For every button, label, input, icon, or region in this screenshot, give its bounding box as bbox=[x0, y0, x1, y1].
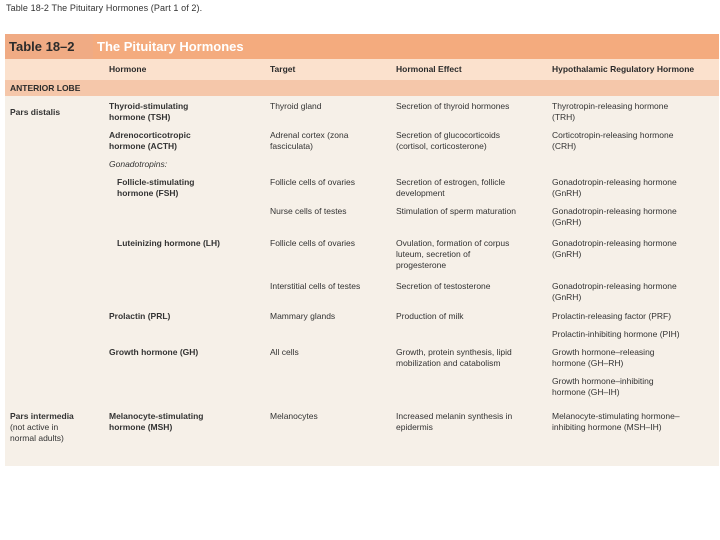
lh-testes-target: Interstitial cells of testes bbox=[270, 281, 361, 291]
prl-regulatory-line1: Prolactin-releasing factor (PRF) bbox=[552, 311, 672, 321]
msh-regulatory-line1: Melanocyte-stimulating hormone– bbox=[552, 411, 680, 421]
acth-regulatory-line1: Corticotropin-releasing hormone bbox=[552, 130, 674, 140]
fsh-effect-line1: Secretion of estrogen, follicle bbox=[396, 177, 506, 187]
fsh-regulatory-line1: Gonadotropin-releasing hormone bbox=[552, 177, 677, 187]
msh-regulatory-line2: inhibiting hormone (MSH–IH) bbox=[552, 422, 662, 432]
acth-target-line2: fasciculata) bbox=[270, 141, 313, 151]
acth-regulatory-line2: (CRH) bbox=[552, 141, 577, 151]
lh-effect-line3: progesterone bbox=[396, 260, 447, 270]
lh-testes-regulatory-line2: (GnRH) bbox=[552, 292, 582, 302]
acth-effect-line1: Secretion of glucocorticoids bbox=[396, 130, 500, 140]
tsh-regulatory-line1: Thyrotropin-releasing hormone bbox=[552, 101, 669, 111]
fsh-hormone-line2: hormone (FSH) bbox=[117, 188, 179, 198]
region-pars-intermedia-note-2: normal adults) bbox=[10, 433, 64, 443]
msh-target: Melanocytes bbox=[270, 411, 318, 421]
msh-hormone-line1: Melanocyte-stimulating bbox=[109, 411, 204, 421]
acth-hormone-line2: hormone (ACTH) bbox=[109, 141, 177, 151]
header-effect: Hormonal Effect bbox=[396, 64, 462, 74]
msh-hormone-line2: hormone (MSH) bbox=[109, 422, 173, 432]
acth-target-line1: Adrenal cortex (zona bbox=[270, 130, 349, 140]
lh-testes-regulatory-line1: Gonadotropin-releasing hormone bbox=[552, 281, 677, 291]
table-header-row bbox=[5, 59, 719, 80]
fsh-regulatory-line2: (GnRH) bbox=[552, 188, 582, 198]
lh-regulatory-line2: (GnRH) bbox=[552, 249, 582, 259]
gh-hormone: Growth hormone (GH) bbox=[109, 347, 199, 357]
table-number: Table 18–2 bbox=[5, 34, 93, 59]
msh-effect-line2: epidermis bbox=[396, 422, 433, 432]
prl-effect: Production of milk bbox=[396, 311, 464, 321]
gh-target: All cells bbox=[270, 347, 299, 357]
prl-target: Mammary glands bbox=[270, 311, 336, 321]
section-label: ANTERIOR LOBE bbox=[10, 83, 81, 93]
table-title-bar bbox=[5, 34, 719, 59]
region-pars-distalis: Pars distalis bbox=[10, 107, 61, 117]
header-target: Target bbox=[270, 64, 296, 74]
fsh-testes-regulatory-line1: Gonadotropin-releasing hormone bbox=[552, 206, 677, 216]
fsh-effect-line2: development bbox=[396, 188, 445, 198]
region-pars-intermedia-note-1: (not active in bbox=[10, 422, 59, 432]
gh-regulatory-line3: Growth hormone–inhibiting bbox=[552, 376, 654, 386]
table-body bbox=[5, 96, 719, 466]
tsh-effect: Secretion of thyroid hormones bbox=[396, 101, 510, 111]
msh-effect-line1: Increased melanin synthesis in bbox=[396, 411, 513, 421]
lh-testes-effect: Secretion of testosterone bbox=[396, 281, 491, 291]
pituitary-hormones-table bbox=[5, 34, 719, 466]
gh-regulatory-line1: Growth hormone–releasing bbox=[552, 347, 655, 357]
header-hormone: Hormone bbox=[109, 64, 147, 74]
lh-effect-line2: luteum, secretion of bbox=[396, 249, 471, 259]
region-pars-intermedia: Pars intermedia bbox=[10, 411, 74, 421]
prl-hormone: Prolactin (PRL) bbox=[109, 311, 171, 321]
acth-hormone-line1: Adrenocorticotropic bbox=[109, 130, 191, 140]
lh-effect-line1: Ovulation, formation of corpus bbox=[396, 238, 510, 248]
acth-effect-line2: (cortisol, corticosterone) bbox=[396, 141, 487, 151]
prl-regulatory-line2: Prolactin-inhibiting hormone (PIH) bbox=[552, 329, 680, 339]
gh-effect-line2: mobilization and catabolism bbox=[396, 358, 501, 368]
fsh-target: Follicle cells of ovaries bbox=[270, 177, 356, 187]
fsh-testes-effect: Stimulation of sperm maturation bbox=[396, 206, 516, 216]
tsh-hormone-line2: hormone (TSH) bbox=[109, 112, 171, 122]
lh-hormone: Luteinizing hormone (LH) bbox=[117, 238, 220, 248]
tsh-hormone-line1: Thyroid-stimulating bbox=[109, 101, 189, 111]
header-regulatory: Hypothalamic Regulatory Hormone bbox=[552, 64, 695, 74]
fsh-hormone-line1: Follicle-stimulating bbox=[117, 177, 195, 187]
fsh-testes-target: Nurse cells of testes bbox=[270, 206, 347, 216]
gonadotropins-label: Gonadotropins: bbox=[109, 159, 168, 169]
section-row-anterior-lobe bbox=[5, 80, 719, 96]
tsh-regulatory-line2: (TRH) bbox=[552, 112, 576, 122]
fsh-testes-regulatory-line2: (GnRH) bbox=[552, 217, 582, 227]
lh-target: Follicle cells of ovaries bbox=[270, 238, 356, 248]
lh-regulatory-line1: Gonadotropin-releasing hormone bbox=[552, 238, 677, 248]
gh-regulatory-line4: hormone (GH–IH) bbox=[552, 387, 620, 397]
gh-effect-line1: Growth, protein synthesis, lipid bbox=[396, 347, 512, 357]
gh-regulatory-line2: hormone (GH–RH) bbox=[552, 358, 624, 368]
table-title: The Pituitary Hormones bbox=[97, 39, 244, 54]
figure-caption: Table 18-2 The Pituitary Hormones (Part 1 of 2). bbox=[6, 3, 203, 13]
tsh-target: Thyroid gland bbox=[270, 101, 322, 111]
